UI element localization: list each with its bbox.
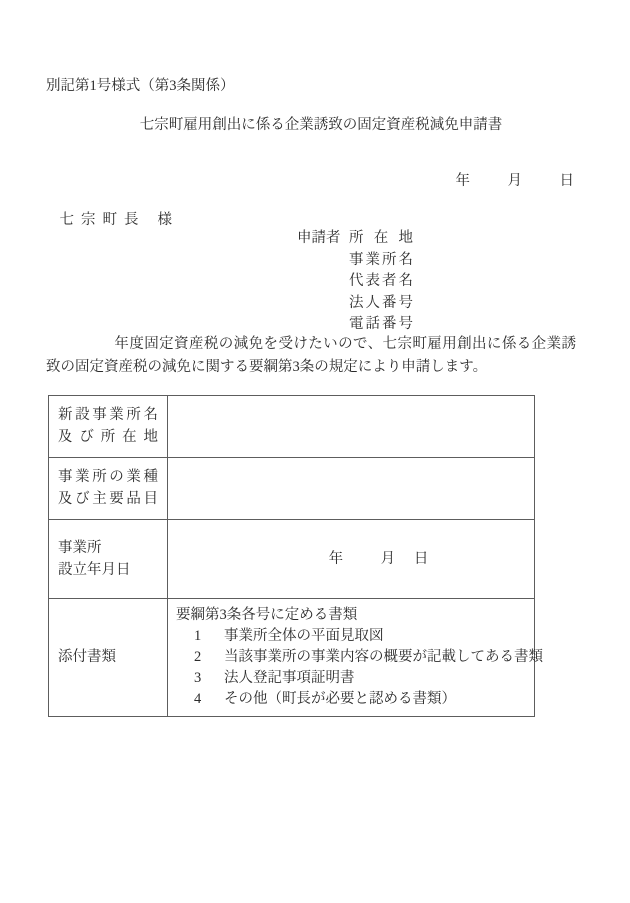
attachment-text: 当該事業所の事業内容の概要が記載してある書類 [224,649,543,665]
attachment-text: その他（町長が必要と認める書類） [224,691,456,707]
applicant-lead-label: 申請者 [297,230,341,246]
table-row [49,396,535,458]
attachment-number: 4 [194,691,202,707]
applicant-row [297,250,413,272]
applicant-field-phone: 電話番号 [349,316,413,332]
document-title: 七宗町雇用創出に係る企業誘致の固定資産税減免申請書 [139,117,503,133]
table-label-new-office [49,396,168,458]
established-date-year: 年 [328,551,344,567]
table-row [49,458,535,520]
addressee [45,190,172,250]
table-value-business-type[interactable] [168,458,535,520]
body-paragraph [46,333,576,379]
applicant-row [297,293,413,315]
list-item [176,689,526,710]
body-paragraph-text: 年度固定資産税の減免を受けたいので、七宗町雇用創出に係る企業誘致の固定資産税の減免に関する要綱第3条の規定により申請します。 [46,336,576,375]
header-date-line [441,151,574,211]
established-date-day: 日 [413,551,429,567]
applicant-row [297,271,413,293]
table-label-business-type [49,458,168,520]
attachment-number: 1 [194,628,202,644]
table-label-line: 添付書類 [58,649,116,665]
attachments-heading: 要綱第3条各号に定める書類 [176,607,358,623]
applicant-field-corporate-number: 法人番号 [349,294,413,311]
applicant-field-office-name: 事業所名 [349,251,413,268]
table-row [49,599,535,717]
application-table [48,395,543,717]
header-date-month: 月 [507,173,522,189]
list-item [176,626,526,647]
list-item [176,668,526,689]
table-label-line: 及び所在地 [58,429,158,445]
table-label-line: 設立年月日 [58,561,131,578]
attachment-text: 事業所全体の平面見取図 [224,628,384,644]
table-value-new-office[interactable] [168,396,535,458]
attachment-number: 2 [194,649,202,665]
table-label-line: 新設事業所名 [58,407,158,423]
table-value-established-date[interactable] [168,520,535,599]
table-label-established-date [49,520,168,599]
table-row [49,520,535,599]
applicant-field-address: 所在地 [349,230,413,246]
addressee-honorific: 様 [157,212,172,228]
established-date-month: 月 [380,551,396,567]
attachment-number: 3 [194,670,202,686]
applicant-field-representative: 代表者名 [349,273,413,289]
list-item [176,647,543,668]
applicant-block [297,228,413,336]
header-date-year: 年 [455,173,470,189]
table-label-line: 事業所の業種 [58,469,158,485]
applicant-row [297,228,413,250]
attachments-list [176,626,543,710]
addressee-name: 七宗町長 [59,212,146,228]
table-label-attachments [49,599,168,717]
table-label-line: 事業所 [58,539,102,556]
header-date-day: 日 [559,173,574,189]
form-number: 別記第1号様式（第3条関係） [46,78,235,94]
attachment-text: 法人登記事項証明書 [224,670,355,686]
table-value-attachments [168,599,543,717]
table-label-line: 及び主要品目 [58,491,158,507]
